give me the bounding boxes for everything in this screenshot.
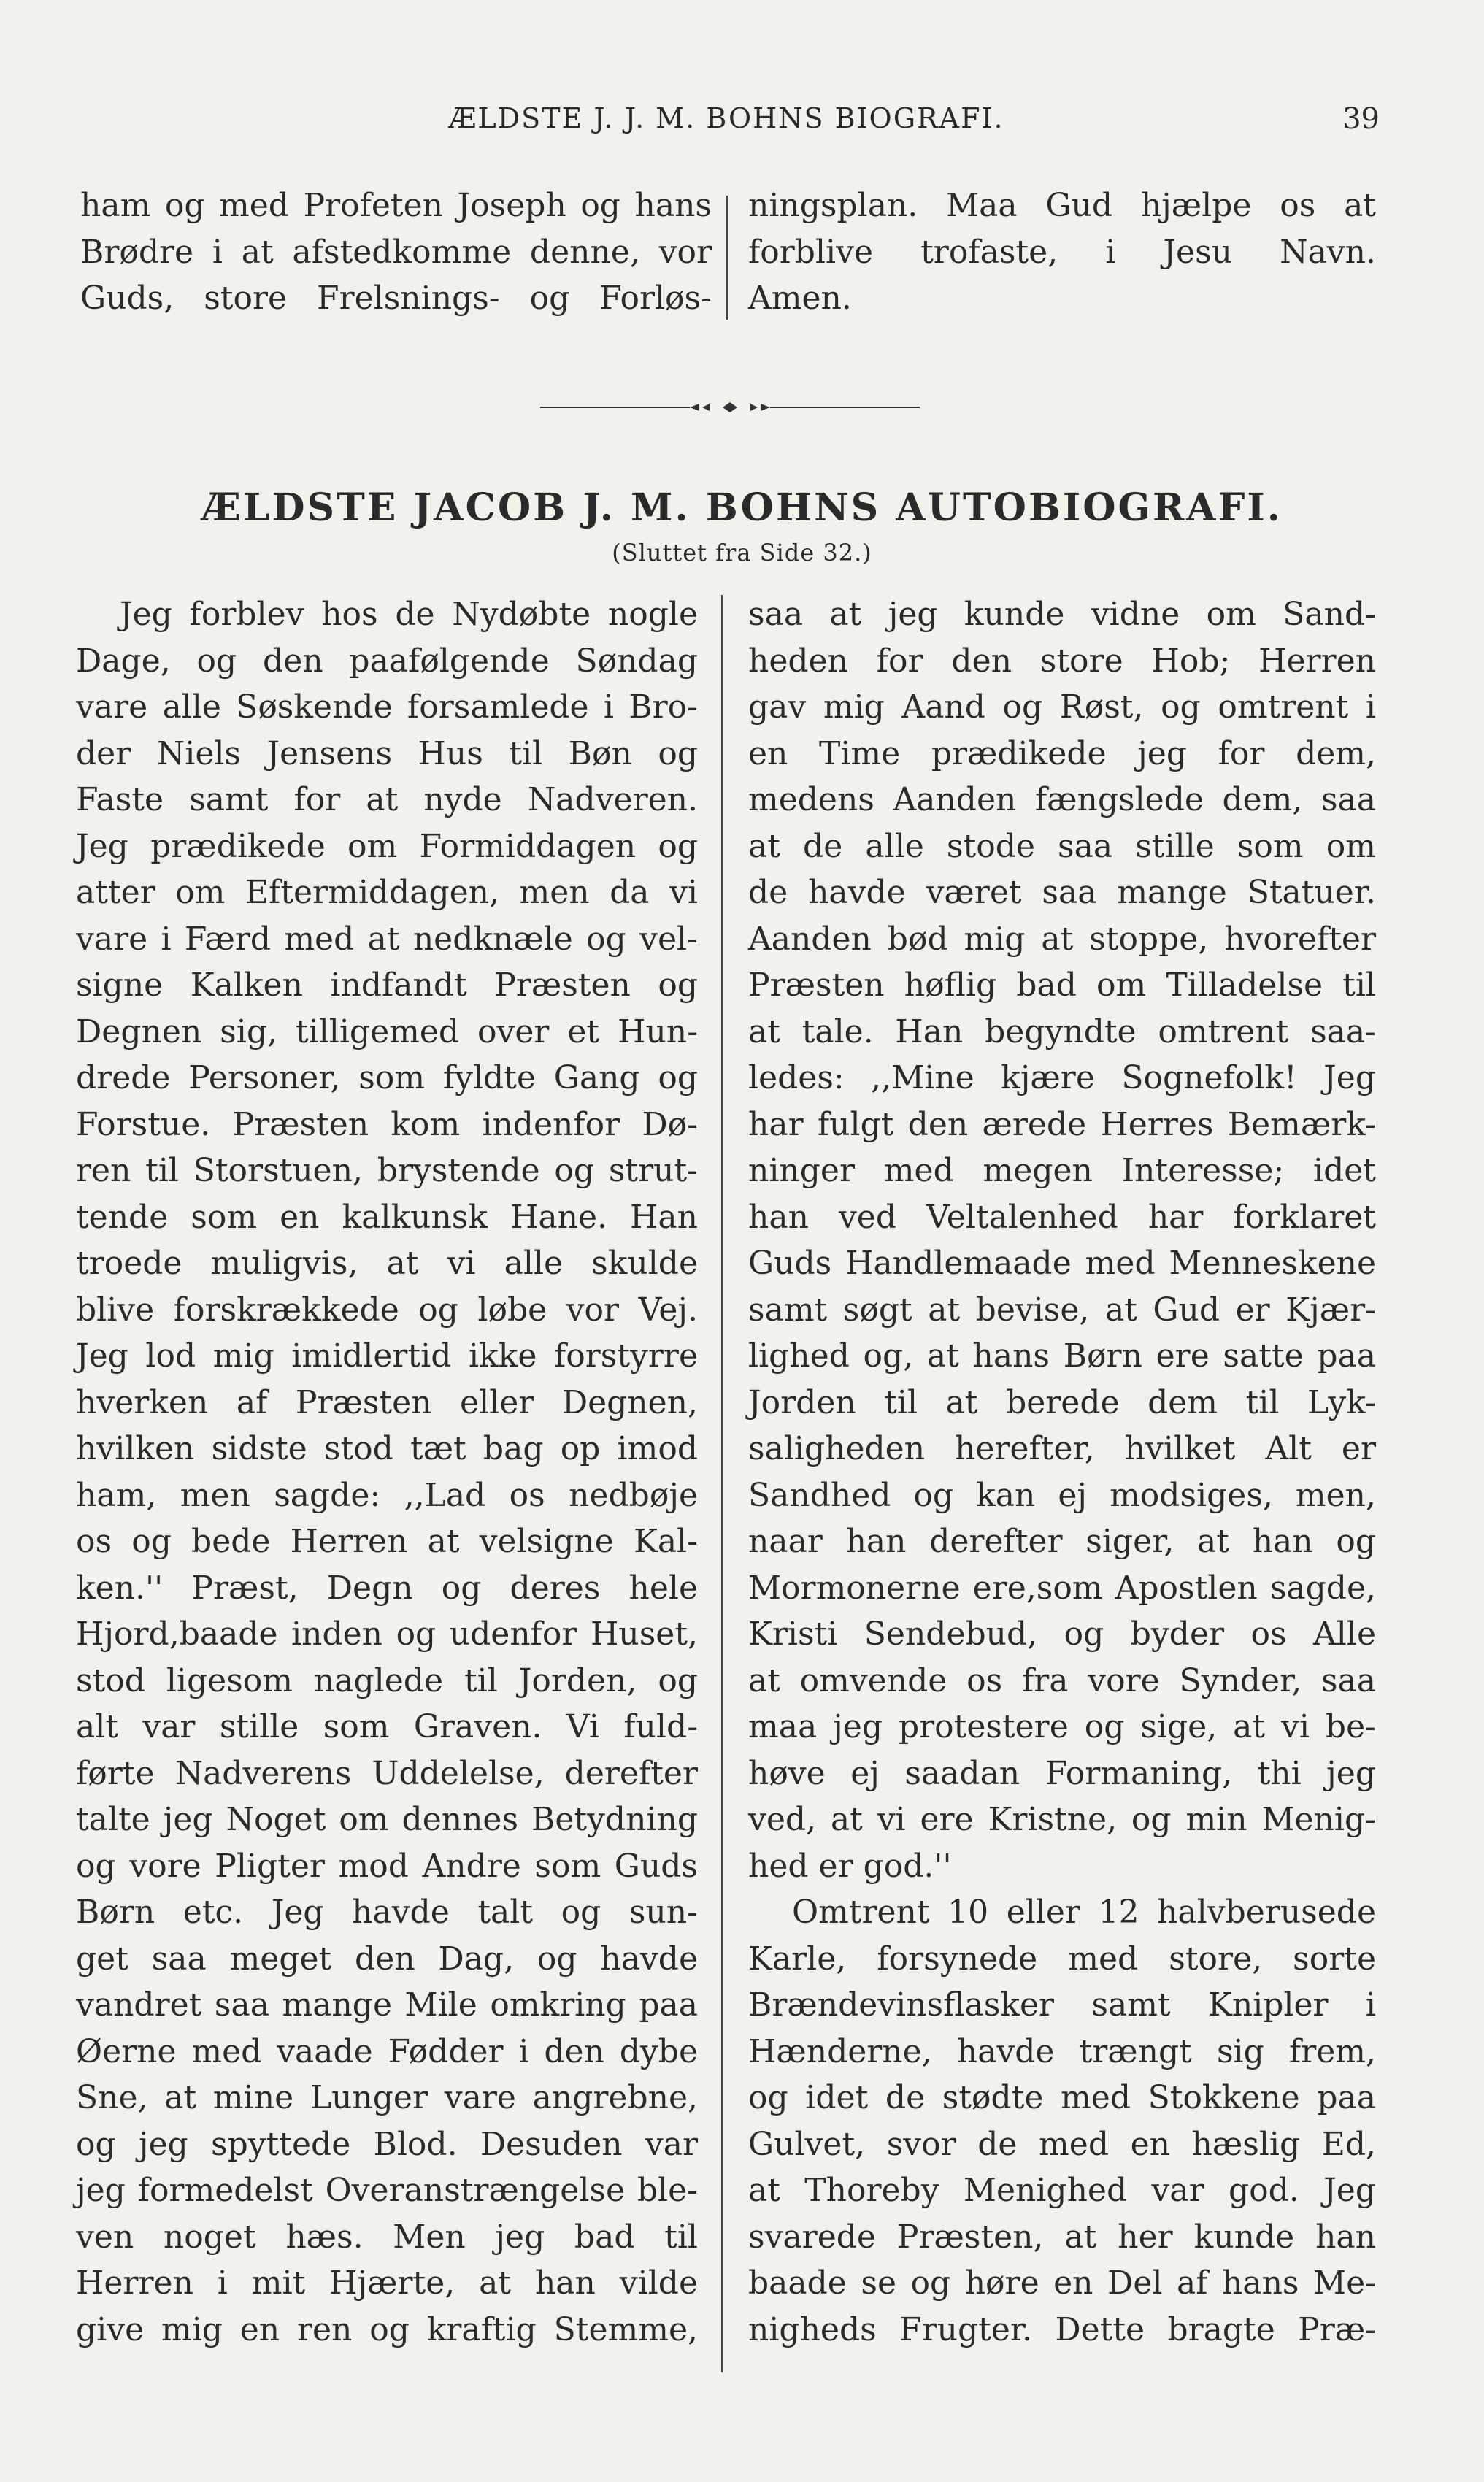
text-line: drede Personer, som fyldte Gang og [76,1059,698,1096]
column-divider-main [721,595,723,2372]
text-line: atter om Eftermiddagen, men da vi [76,874,698,911]
text-line: Jeg lod mig imidlertid ikke forstyrre [76,1337,698,1375]
text-line: vare alle Søskende forsamlede i Bro- [76,688,698,726]
text-line: hverken af Præsten eller Degnen, [76,1383,698,1421]
text-line: Hjord,baade inden og udenfor Huset, [76,1615,698,1653]
text-line: gav mig Aand og Røst, og omtrent i [748,688,1376,726]
article-right-column [748,591,1376,2353]
preceding-article-left-column [80,182,712,322]
text-line: troede muligvis, at vi alle skulde [76,1245,698,1282]
text-line: Faste samt for at nyde Nadveren. [76,781,698,818]
text-line: Øerne med vaade Fødder i den dybe [76,2032,698,2070]
section-divider-ornament [540,400,920,415]
article-title: ÆLDSTE JACOB J. M. BOHNS AUTOBIOGRAFI. [201,485,1283,530]
text-line: ken.'' Præst, Degn og deres hele [76,1569,698,1607]
text-line: jeg formedelst Overanstrængelse ble- [76,2172,698,2209]
text-line: høve ej saadan Formaning, thi jeg [748,1754,1376,1792]
text-line: Herren i mit Hjærte, at han vilde [76,2264,698,2302]
text-line: saligheden herefter, hvilket Alt er [748,1430,1376,1467]
text-line: hvilken sidste stod tæt bag op imod [76,1430,698,1467]
text-line: og idet de stødte med Stokkene paa [748,2079,1376,2116]
continuation-note: (Sluttet fra Side 32.) [612,539,872,566]
text-line: Jorden til at berede dem til Lyk- [748,1383,1376,1421]
text-line: at tale. Han begyndte omtrent saa- [748,1013,1376,1050]
text-line: ved, at vi ere Kristne, og min Menig- [748,1801,1376,1838]
text-line: ledes: ,,Mine kjære Sognefolk! Jeg [748,1059,1376,1096]
text-line: naar han derefter siger, at han og [748,1523,1376,1560]
text-line: Guds, store Frelsnings- og Forløs- [80,280,712,317]
text-line: maa jeg protestere og sige, at vi be- [748,1708,1376,1745]
text-line: Dage, og den paafølgende Søndag [76,642,698,680]
text-line: at Thoreby Menighed var god. Jeg [748,2172,1376,2209]
text-line: Karle, forsynede med store, sorte [748,1940,1376,1978]
article-left-column [76,591,698,2353]
text-line: ham og med Profeten Joseph og hans [80,187,712,224]
text-line: ningsplan. Maa Gud hjælpe os at [748,187,1376,224]
text-line: give mig en ren og kraftig Stemme, [76,2310,698,2348]
text-line: Jeg prædikede om Formiddagen og [76,827,698,865]
running-head-title: ÆLDSTE J. J. M. BOHNS BIOGRAFI. [448,102,1004,134]
text-line: Sne, at mine Lunger vare angrebne, [76,2079,698,2116]
text-line: Børn etc. Jeg havde talt og sun- [76,1894,698,1931]
text-line: svarede Præsten, at her kunde han [748,2218,1376,2256]
text-line: ven noget hæs. Men jeg bad til [76,2218,698,2256]
text-line: Brændevinsflasker samt Knipler i [748,1986,1376,2024]
text-line: har fulgt den ærede Herres Bemærk- [748,1105,1376,1143]
text-line: og vore Pligter mod Andre som Guds [76,1847,698,1885]
text-line: ninger med megen Interesse; idet [748,1152,1376,1189]
text-line: saa at jeg kunde vidne om Sand- [748,596,1376,633]
text-line: vandret saa mange Mile omkring paa [76,1986,698,2024]
text-line: os og bede Herren at velsigne Kal- [76,1523,698,1560]
text-line: Sandhed og kan ej modsiges, men, [748,1476,1376,1514]
text-line: signe Kalken indfandt Præsten og [76,967,698,1004]
text-line: lighed og, at hans Børn ere satte paa [748,1337,1376,1375]
text-line: en Time prædikede jeg for dem, [748,734,1376,772]
text-line: Degnen sig, tilligemed over et Hun- [76,1013,698,1050]
text-line: at omvende os fra vore Synder, saa [748,1661,1376,1699]
text-line: han ved Veltalenhed har forklaret [748,1198,1376,1236]
text-line: Omtrent 10 eller 12 halvberusede [792,1894,1376,1931]
text-line: Gulvet, svor de med en hæslig Ed, [748,2125,1376,2163]
text-line: Kristi Sendebud, og byder os Alle [748,1615,1376,1653]
running-head [73,102,1380,146]
text-line: Guds Handlemaade med Menneskene [748,1245,1376,1282]
text-line: tende som en kalkunsk Hane. Han [76,1198,698,1236]
text-line: get saa meget den Dag, og havde [76,1940,698,1978]
text-line: medens Aanden fængslede dem, saa [748,781,1376,818]
text-line: de havde været saa mange Statuer. [748,874,1376,911]
text-line: ham, men sagde: ,,Lad os nedbøje [76,1476,698,1514]
text-line: stod ligesom naglede til Jorden, og [76,1661,698,1699]
preceding-article-right-column [748,182,1376,322]
text-line: talte jeg Noget om dennes Betydning [76,1801,698,1838]
text-line: samt søgt at bevise, at Gud er Kjær- [748,1291,1376,1329]
text-line: Amen. [748,280,852,317]
text-line: Hænderne, havde trængt sig frem, [748,2032,1376,2070]
text-line: Præsten høflig bad om Tilladelse til [748,967,1376,1004]
text-line: at de alle stode saa stille som om [748,827,1376,865]
text-line: nigheds Frugter. Dette bragte Præ- [748,2310,1376,2348]
text-line: Mormonerne ere,som Apostlen sagde, [748,1569,1376,1607]
text-line: ren til Storstuen, brystende og strut- [76,1152,698,1189]
text-line: forblive trofaste, i Jesu Navn. [748,233,1376,271]
page-number: 39 [1342,102,1380,136]
text-line: heden for den store Hob; Herren [748,642,1376,680]
text-line: vare i Færd med at nedknæle og vel- [76,920,698,958]
text-line: og jeg spyttede Blod. Desuden var [76,2125,698,2163]
text-line: hed er god.'' [748,1847,952,1885]
text-line: Aanden bød mig at stoppe, hvorefter [748,920,1376,958]
text-line: baade se og høre en Del af hans Me- [748,2264,1376,2302]
text-line: der Niels Jensens Hus til Bøn og [76,734,698,772]
text-line: førte Nadverens Uddelelse, derefter [76,1754,698,1792]
text-line: Forstue. Præsten kom indenfor Dø- [76,1105,698,1143]
text-line: Jeg forblev hos de Nydøbte nogle [120,596,698,633]
column-divider-top [726,196,728,320]
text-line: blive forskrækkede og løbe vor Vej. [76,1291,698,1329]
text-line: alt var stille som Graven. Vi fuld- [76,1708,698,1745]
text-line: Brødre i at afstedkomme denne, vor [80,233,712,271]
